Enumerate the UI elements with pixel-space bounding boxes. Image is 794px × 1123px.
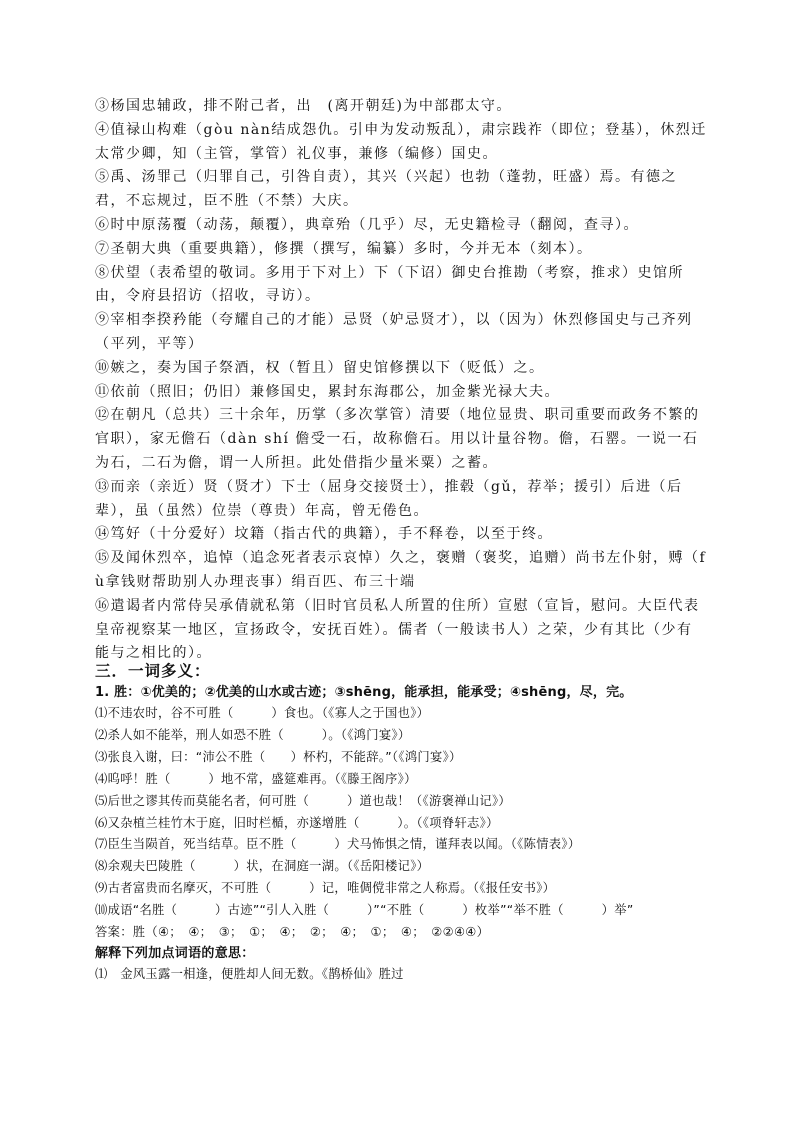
note-item: ⑮及闻休烈卒，追悼（追念死者表示哀悼）久之，褒赠（褒奖，追赠）尚书左仆射，赙（fù拿钱财帮助别人办理丧事）绢百匹、布三十端 bbox=[95, 550, 707, 590]
exercise-item: ⑼古者富贵而名摩灭，不可胜（ ）记，唯倜傥非常之人称焉。（《报任安书》） bbox=[95, 881, 556, 896]
explain-heading: 解释下列加点词语的意思： bbox=[95, 946, 255, 962]
vocabulary-notes bbox=[95, 95, 707, 666]
answer-block bbox=[95, 922, 707, 985]
note-item: ⑩嫉之，奏为国子祭酒，权（暂且）留史馆修撰以下（贬低）之。 bbox=[95, 359, 545, 376]
exercise-item: ⑷呜呼！胜（ ）地不常，盛筵难再。（《滕王阁序》） bbox=[95, 771, 417, 786]
note-item: ⑥时中原荡覆（动荡，颠覆），典章殆（几乎）尽，无史籍检寻（翻阅，查寻）。 bbox=[95, 216, 639, 233]
note-item: ⑪依前（照旧；仍旧）兼修国史，累封东海郡公，加金紫光禄大夫。 bbox=[95, 383, 560, 400]
note-item: ⑧伏望（表希望的敬词。多用于下对上）下（下诏）御史台推勘（考察，推求）史馆所由，令府县招访（招收，寻访）。 bbox=[95, 264, 684, 305]
exercise-item: ⑹又杂植兰桂竹木于庭，旧时栏楯，亦遂增胜（ ）。（《项脊轩志》） bbox=[95, 815, 499, 830]
note-item: ⑭笃好（十分爱好）坟籍（指古代的典籍），手不释卷，以至于终。 bbox=[95, 526, 553, 543]
exercise-item: ⑺臣生当陨首，死当结草。臣不胜（ ）犬马怖惧之情，谨拜表以闻。（《陈情表》） bbox=[95, 837, 581, 852]
note-item: ⑤禹、汤罪己（归罪自己，引咎自责），其兴（兴起）也勃（蓬勃，旺盛）焉。有德之君，不忘规过，臣不胜（不禁）大庆。 bbox=[95, 169, 677, 210]
exercise-list bbox=[95, 703, 707, 922]
note-item: ③杨国忠辅政，排不附己者，出 (离开朝廷)为中部郡太守。 bbox=[95, 98, 512, 114]
exercise-item: ⑵杀人如不能举，刑人如恐不胜（ ）。（《鸿门宴》） bbox=[95, 727, 411, 742]
polysemy-section bbox=[95, 660, 707, 985]
note-item: ④值禄山构难（gòu nàn结成怨仇。引申为发动叛乱），肃宗践祚（即位；登基），休烈迁太常少卿，知（主管，掌管）礼仪事，兼修（编修）国史。 bbox=[95, 121, 707, 162]
note-item: ⑯遣谒者内常侍吴承倩就私第（旧时官员私人所置的住所）宣慰（宣旨，慰问。大臣代表皇帝视察某一地区，宣扬政令，安抚百姓）。儒者（一般读书人）之荣，少有其比（少有能与之相比的）。 bbox=[95, 597, 700, 662]
note-item: ⑦圣朝大典（重要典籍），修撰（撰写，编纂）多时，今并无本（刻本）。 bbox=[95, 240, 593, 257]
section-heading: 三．一词多义： bbox=[95, 662, 211, 680]
answer-line: 答案：胜（④； ④； ③； ①； ④； ②； ④； ①； ④； ②②④④） bbox=[95, 925, 490, 940]
note-item: ⑫在朝凡（总共）三十余年，历掌（多次掌管）清要（地位显贵、职司重要而政务不繁的官职），家无儋石（dàn shí 儋受一石，故称儋石。用以计量谷物。儋，石罂。一说一石为石，二石为儋，谓一人所担。此处借指少量米粟）之蓄。 bbox=[95, 407, 700, 471]
exercise-item: ⑻余观夫巴陵胜（ ）状，在洞庭一湖。（《岳阳楼记》） bbox=[95, 859, 430, 874]
word-definition-heading: 1. 胜：①优美的；②优美的山水或古迹；③shēng，能承担，能承受；④shēng，尽，完。 bbox=[95, 685, 633, 700]
explain-item: ⑴ 金风玉露一相逢，便胜却人间无数。《鹊桥仙》胜过 bbox=[95, 967, 404, 982]
exercise-item: ⑸后世之谬其传而莫能名者，何可胜（ ）道也哉！（《游褒禅山记》） bbox=[95, 793, 511, 808]
exercise-item: ⑶张良入谢，曰：“沛公不胜（ ）杯杓，不能辞。”（《鸿门宴》） bbox=[95, 749, 462, 764]
note-item: ⑨宰相李揆矜能（夸耀自己的才能）忌贤（妒忌贤才），以（因为）休烈修国史与己齐列（平列，平等） bbox=[95, 312, 693, 352]
note-item: ⑬而亲（亲近）贤（贤才）下士（屈身交接贤士），推毂（gǔ，荐举；援引）后进（后辈），虽（虽然）位崇（尊贵）年高，曾无倦色。 bbox=[95, 478, 683, 519]
exercise-item: ⑴不违农时，谷不可胜（ ）食也。（《寡人之于国也》） bbox=[95, 706, 430, 720]
exercise-item: ⑽成语“名胜（ ）古迹”“引人入胜（ ）”“不胜（ ）枚举”“举不胜（ ）举” bbox=[95, 903, 634, 918]
